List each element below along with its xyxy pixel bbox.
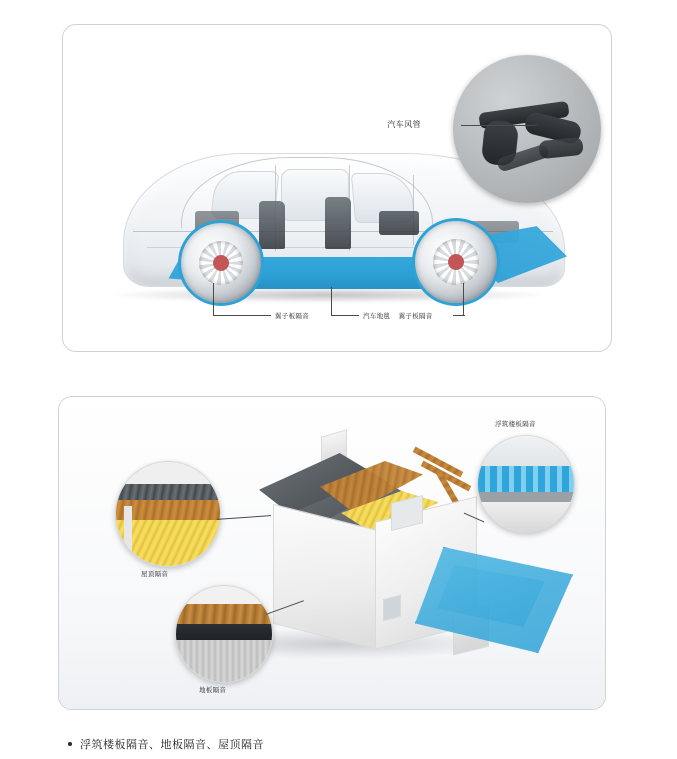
car-wheel-rear	[181, 223, 261, 303]
bullet-icon	[68, 742, 72, 746]
label-leader	[213, 283, 214, 315]
caption-row	[68, 736, 264, 752]
floor-insulation-magnifier	[175, 585, 273, 683]
mag-sky	[478, 436, 574, 470]
mag-screed	[478, 492, 574, 502]
mag-wood-floor	[176, 604, 272, 626]
roof-insulation-magnifier	[115, 461, 221, 567]
car-wheel-front	[415, 221, 497, 303]
car-stage	[63, 25, 611, 351]
label-floor-insulation: 地板隔音	[199, 686, 227, 694]
label-leader	[331, 287, 332, 315]
label-roof-insulation: 屋顶隔音	[141, 570, 169, 578]
house-stage	[59, 397, 605, 709]
car-dashboard	[379, 211, 419, 235]
label-leader	[463, 283, 464, 315]
caption-text: 浮筑楼板隔音、地板隔音、屋顶隔音	[80, 738, 264, 751]
label-front-fender-insulation: 翼子板隔音	[398, 312, 433, 320]
callout-endpoint-dot	[535, 123, 538, 126]
mag-concrete-base	[176, 640, 272, 682]
callout-leader-line	[461, 125, 537, 126]
label-leader	[213, 315, 271, 316]
mag-batten	[124, 506, 132, 566]
callout-air-duct-label: 汽车风管	[387, 120, 421, 129]
car-carpet-insulation-blue	[231, 257, 431, 289]
car-illustration-panel	[62, 24, 612, 352]
mag-roof-tiles	[116, 484, 220, 500]
building-illustration-panel	[58, 396, 606, 710]
callout-leader-line	[217, 515, 271, 520]
car-seat-rear	[259, 201, 285, 249]
air-duct-magnifier	[453, 55, 601, 203]
label-leader	[453, 315, 465, 316]
label-leader	[331, 315, 359, 316]
mag-blue-panels	[478, 466, 574, 494]
mag-base-slab	[478, 502, 574, 532]
label-car-carpet: 汽车地毯	[363, 312, 391, 320]
label-rear-fender-insulation: 翼子板隔音	[275, 312, 309, 320]
wall-window	[383, 595, 401, 621]
label-floating-floor-insulation: 浮筑楼板隔音	[495, 420, 536, 428]
car-seat-front	[325, 197, 351, 249]
floating-floor-magnifier	[477, 435, 575, 533]
